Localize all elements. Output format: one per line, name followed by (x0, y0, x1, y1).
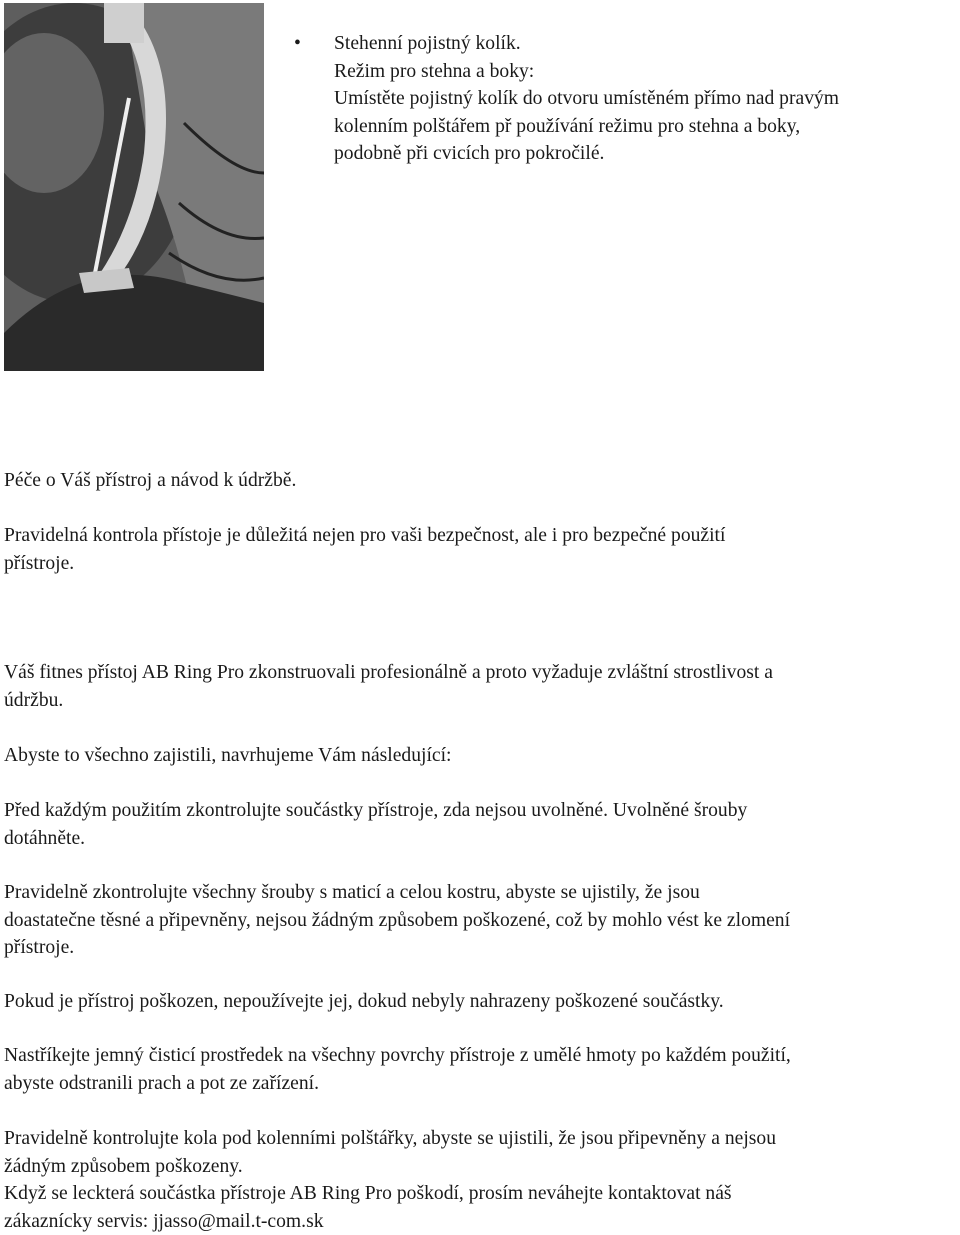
product-photo (4, 3, 264, 371)
bullet-line: Umístěte pojistný kolík do otvoru umístěném přímo nad pravým (334, 88, 840, 109)
paragraph-line: žádným způsobem poškozeny. (4, 1155, 243, 1177)
thigh-pin-illustration (4, 3, 264, 371)
paragraph-line: přístroje. (4, 552, 75, 574)
bullet-marker: • (294, 33, 301, 54)
care-heading (4, 467, 954, 495)
bullet-text (334, 30, 954, 168)
paragraph-line: abyste odstranili prach a pot ze zařízení. (4, 1072, 319, 1094)
paragraph-screws-check (4, 879, 954, 962)
bullet-line: kolenním polštářem př používání režimu pro stehna a boky, (334, 115, 801, 137)
paragraph-line: dotáhněte. (4, 827, 86, 849)
paragraph-before-use (4, 797, 954, 852)
paragraph-line: údržbu. (4, 689, 64, 711)
paragraph-line: Váš fitnes přístoj AB Ring Pro zkonstruovali profesionálně a proto vyžaduje zvláštní strostlivost a (4, 662, 773, 683)
paragraph-line: Nastříkejte jemný čisticí prostředek na všechny povrchy přístroje z umělé hmoty po každém použití, (4, 1045, 791, 1066)
paragraph-line: Pravidelně kontrolujte kola pod kolenními polštářky, abyste se ujistili, že jsou připevněny a nejsou (4, 1128, 776, 1149)
paragraph-line: Před každým použitím zkontrolujte součástky přístroje, zda nejsou uvolněné. Uvolněné šrouby (4, 800, 748, 821)
bullet-line: podobně při cvicích pro pokročilé. (334, 143, 605, 164)
paragraph-damaged (4, 988, 954, 1016)
paragraph-line: přístroje. (4, 937, 75, 958)
heading-line: Péče o Váš přístroj a návod k údržbě. (4, 470, 297, 491)
bullet-heading: Stehenní pojistný kolík. (334, 33, 521, 54)
bullet-mode-title: Režim pro stehna a boky: (334, 60, 535, 82)
paragraph-line: Pravidelně zkontrolujte všechny šrouby s maticí a celou kostru, abyste se ujistily, že jsou (4, 882, 700, 903)
paragraph-line: Pokud je přístroj poškozen, nepoužívejte jej, dokud nebyly nahrazeny poškozené součástky. (4, 991, 724, 1012)
paragraph-line: zákaznícky servis: jjasso@mail.t-com.sk (4, 1210, 324, 1232)
paragraph-line: Pravidelná kontrola přístoje je důležitá nejen pro vaši bezpečnost, ale i pro bezpečné použití (4, 525, 726, 546)
paragraph-construction (4, 659, 954, 714)
paragraph-line: doastatečne těsné a připevněny, nejsou žádným způsobem poškozené, což by mohlo vést ke zlomení (4, 909, 791, 931)
paragraph-line: Když se leckterá součástka přístroje AB Ring Pro poškodí, prosím neváhejte kontaktovat náš (4, 1183, 732, 1204)
paragraph-wheels-and-service (4, 1125, 954, 1235)
paragraph-line: Abyste to všechno zajistili, navrhujeme Vám následující: (4, 745, 452, 766)
paragraph-cleaning (4, 1042, 954, 1097)
paragraph-regular-check (4, 522, 954, 577)
paragraph-recommendation-intro (4, 742, 954, 770)
